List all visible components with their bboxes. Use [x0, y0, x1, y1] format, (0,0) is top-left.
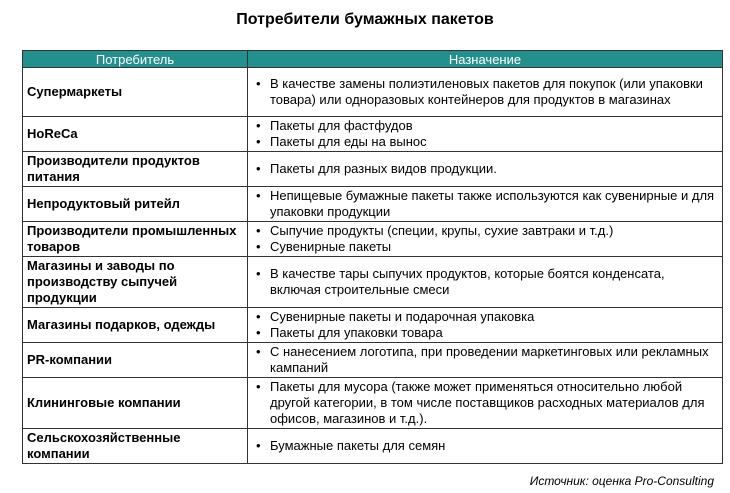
purpose-list [252, 438, 718, 454]
purpose-cell [248, 378, 723, 429]
purpose-cell [248, 308, 723, 343]
page-title: Потребители бумажных пакетов [236, 11, 494, 28]
purpose-cell [248, 68, 723, 117]
purpose-cell [248, 117, 723, 152]
purpose-cell [248, 257, 723, 308]
table-body [23, 68, 723, 464]
table-row [23, 222, 723, 257]
consumer-cell: Супермаркеты [23, 68, 248, 117]
list-item: • Пакеты для еды на вынос [252, 134, 718, 150]
consumer-cell: Непродуктовый ритейл [23, 187, 248, 222]
purpose-cell [248, 152, 723, 187]
list-item: • Бумажные пакеты для семян [252, 438, 718, 454]
list-item: • Сувенирные пакеты [252, 239, 718, 255]
purpose-cell [248, 429, 723, 464]
table-header-row [23, 51, 723, 68]
purpose-list [252, 266, 718, 298]
list-item: • Пакеты для разных видов продукции. [252, 161, 718, 177]
purpose-list [252, 344, 718, 376]
table-row [23, 117, 723, 152]
purpose-cell [248, 187, 723, 222]
consumer-cell: Магазины подарков, одежды [23, 308, 248, 343]
consumer-cell: PR-компании [23, 343, 248, 378]
table-row [23, 257, 723, 308]
purpose-list [252, 223, 718, 255]
purpose-list [252, 76, 718, 108]
purpose-cell [248, 222, 723, 257]
list-item: • С нанесением логотипа, при проведении маркетинговых или рекламных кампаний [252, 344, 718, 376]
table-row [23, 187, 723, 222]
purpose-list [252, 161, 718, 177]
list-item: • В качестве тары сыпучих продуктов, которые боятся конденсата, включая строительные смеси [252, 266, 718, 298]
table-row [23, 378, 723, 429]
table-row [23, 152, 723, 187]
column-header-purpose: Назначение [248, 51, 723, 68]
consumer-cell: Производители промышленных товаров [23, 222, 248, 257]
purpose-list [252, 118, 718, 150]
table-row [23, 343, 723, 378]
list-item: • Пакеты для мусора (также может применяться относительно любой другой категории, в том числе поставщиков расходных материалов для офисов, магазинов и т.д.). [252, 379, 718, 427]
consumer-cell: HoReCa [23, 117, 248, 152]
purpose-list [252, 379, 718, 427]
purpose-cell [248, 343, 723, 378]
purpose-list [252, 188, 718, 220]
list-item: • В качестве замены полиэтиленовых пакетов для покупок (или упаковки товара) или одноразовых контейнеров для продуктов в магазинах [252, 76, 718, 108]
consumer-cell: Производители продуктов питания [23, 152, 248, 187]
list-item: • Пакеты для упаковки товара [252, 325, 718, 341]
list-item: • Сыпучие продукты (специи, крупы, сухие завтраки и т.д.) [252, 223, 718, 239]
consumer-cell: Сельскохозяйственные компании [23, 429, 248, 464]
table-row [23, 429, 723, 464]
consumer-cell: Магазины и заводы по производству сыпучей продукции [23, 257, 248, 308]
table-row [23, 308, 723, 343]
consumers-table [22, 50, 723, 464]
list-item: • Пакеты для фастфудов [252, 118, 718, 134]
column-header-consumer: Потребитель [23, 51, 248, 68]
table-row [23, 68, 723, 117]
list-item: • Сувенирные пакеты и подарочная упаковка [252, 309, 718, 325]
consumer-cell: Клининговые компании [23, 378, 248, 429]
purpose-list [252, 309, 718, 341]
list-item: • Непищевые бумажные пакеты также используются как сувенирные и для упаковки продукции [252, 188, 718, 220]
source-note: Источник: оценка Pro-Consulting [529, 474, 714, 488]
